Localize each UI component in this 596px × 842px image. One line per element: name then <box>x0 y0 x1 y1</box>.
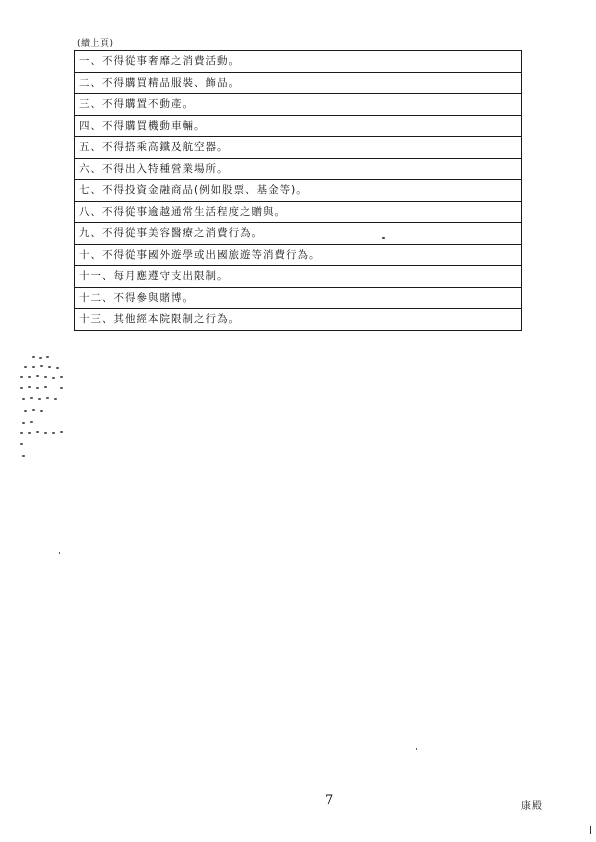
restriction-item: 十、不得從事國外遊學或出國旅遊等消費行為。 <box>75 244 522 266</box>
restriction-item: 七、不得投資金融商品(例如股票、基金等)。 <box>75 180 522 202</box>
restriction-item: 一、不得從事奢靡之消費活動。 <box>75 51 522 73</box>
restriction-item: 三、不得購置不動產。 <box>75 94 522 116</box>
table-row <box>75 287 522 309</box>
table-row <box>75 266 522 288</box>
table-row <box>75 201 522 223</box>
table-row <box>75 51 522 73</box>
continued-note: (續上頁) <box>77 39 114 49</box>
table-row <box>75 158 522 180</box>
seal-stamp: 康殿 <box>521 801 543 812</box>
table-row <box>75 72 522 94</box>
table-row <box>75 137 522 159</box>
restriction-item: 四、不得購買機動車輛。 <box>75 115 522 137</box>
restriction-item: 十二、不得參與賭博。 <box>75 287 522 309</box>
restriction-item: 九、不得從事美容醫療之消費行為。 <box>75 223 522 245</box>
table-row <box>75 180 522 202</box>
scan-speck <box>382 237 385 239</box>
restriction-item: 十一、每月應遵守支出限制。 <box>75 266 522 288</box>
restriction-item: 十三、其他經本院限制之行為。 <box>75 309 522 331</box>
table-row <box>75 223 522 245</box>
punch-hole-marks <box>20 356 68 466</box>
scan-speck <box>416 748 417 750</box>
table-row <box>75 115 522 137</box>
restrictions-table <box>74 50 522 331</box>
page-number: 7 <box>325 793 334 808</box>
restriction-item: 二、不得購買精品服裝、飾品。 <box>75 72 522 94</box>
table-row <box>75 94 522 116</box>
restriction-item: 八、不得從事逾越通常生活程度之贈與。 <box>75 201 522 223</box>
table-row <box>75 244 522 266</box>
scan-speck <box>59 552 60 554</box>
restriction-item: 五、不得搭乘高鐵及航空器。 <box>75 137 522 159</box>
restriction-item: 六、不得出入特種營業場所。 <box>75 158 522 180</box>
table-row <box>75 309 522 331</box>
scan-edge-mark <box>590 826 591 834</box>
